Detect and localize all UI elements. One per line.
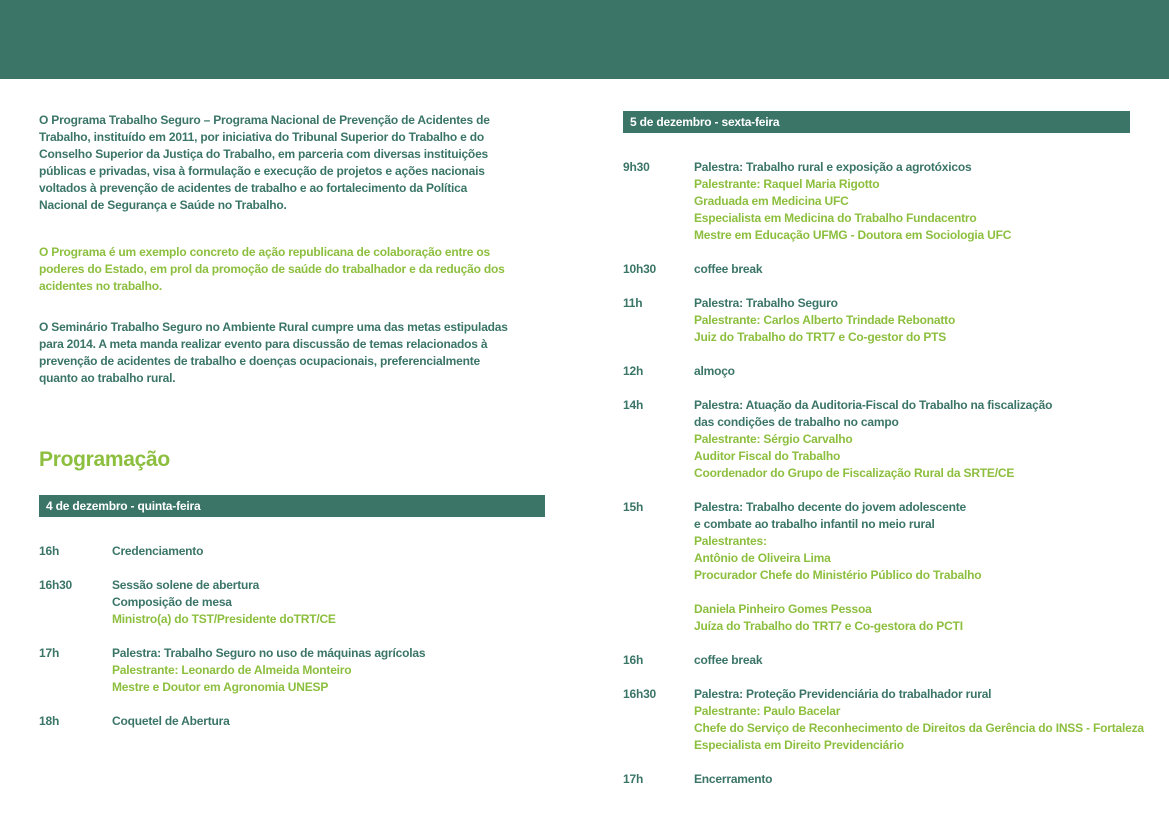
entry-time: 16h30: [39, 578, 73, 592]
entry-line: Palestra: Trabalho Seguro: [694, 296, 838, 310]
entry-time: 12h: [623, 364, 644, 378]
entry-line: Sessão solene de abertura: [112, 578, 260, 592]
entry-line: coffee break: [694, 262, 763, 276]
entry-line: Daniela Pinheiro Gomes Pessoa: [694, 602, 872, 616]
entry-line: almoço: [694, 364, 735, 378]
text-line: poderes do Estado, em prol da promoção de saúde do trabalhador e da redução dos: [39, 262, 505, 276]
entry-time: 17h: [39, 646, 60, 660]
entry-line: Palestra: Proteção Previdenciária do trabalhador rural: [694, 687, 992, 701]
entry-line: Juiz do Trabalho do TRT7 e Co-gestor do PTS: [694, 330, 947, 344]
intro-paragraph-2: [39, 244, 539, 295]
entry-line: Palestrantes:: [694, 534, 767, 548]
entry-line: Palestrante: Sérgio Carvalho: [694, 432, 853, 446]
entry-line: Palestra: Trabalho Seguro no uso de máquinas agrícolas: [112, 646, 426, 660]
entry-details: [694, 295, 955, 346]
text-line: acidentes no trabalho.: [39, 279, 162, 293]
text-line: O Seminário Trabalho Seguro no Ambiente Rural cumpre uma das metas estipuladas: [39, 320, 508, 334]
intro-paragraph-3: [39, 319, 539, 387]
entry-line: Chefe do Serviço de Reconhecimento de Direitos da Gerência do INSS - Fortaleza: [694, 721, 1144, 735]
entry-line: Palestrante: Leonardo de Almeida Monteiro: [112, 663, 352, 677]
entry-line: Credenciamento: [112, 544, 204, 558]
entry-time: 16h30: [623, 687, 657, 701]
entry-line: das condições de trabalho no campo: [694, 415, 899, 429]
entry-details: [694, 652, 762, 669]
text-line: Trabalho, instituído em 2011, por iniciativa do Tribunal Superior do Trabalho e do: [39, 130, 485, 144]
day1-header-bar: 4 de dezembro - quinta-feira: [39, 495, 545, 517]
entry-details: [112, 645, 425, 696]
entry-time: 11h: [623, 296, 643, 310]
text-line: O Programa é um exemplo concreto de ação republicana de colaboração entre os: [39, 245, 490, 259]
entry-line: Procurador Chefe do Ministério Público do Trabalho: [694, 568, 982, 582]
entry-line: Graduada em Medicina UFC: [694, 194, 849, 208]
entry-details: [694, 686, 1144, 754]
entry-line: Composição de mesa: [112, 595, 232, 609]
entry-line: Especialista em Direito Previdenciário: [694, 738, 904, 752]
programacao-heading: Programação: [39, 448, 170, 471]
entry-details: [112, 713, 230, 730]
entry-line: Ministro(a) do TST/Presidente doTRT/CE: [112, 612, 336, 626]
entry-line: Mestre e Doutor em Agronomia UNESP: [112, 680, 329, 694]
entry-line: Palestra: Trabalho decente do jovem adolescente: [694, 500, 967, 514]
entry-line: Antônio de Oliveira Lima: [694, 551, 831, 565]
entry-time: 14h: [623, 398, 644, 412]
entry-time: 18h: [39, 714, 60, 728]
entry-details: [694, 159, 1011, 244]
text-line: prevenção de acidentes de trabalho e doenças ocupacionais, preferencialmente: [39, 354, 480, 368]
entry-details: [694, 397, 1052, 482]
entry-time: 15h: [623, 500, 644, 514]
entry-details: [112, 543, 203, 560]
entry-line: coffee break: [694, 653, 763, 667]
entry-line: Palestrante: Raquel Maria Rigotto: [694, 177, 880, 191]
entry-details: [694, 261, 762, 278]
text-line: quanto ao trabalho rural.: [39, 371, 176, 385]
entry-line: [694, 584, 981, 601]
entry-details: [694, 499, 981, 635]
text-line: Nacional de Segurança e Saúde no Trabalho.: [39, 198, 287, 212]
text-line: Conselho Superior da Justiça do Trabalho, em parceria com diversas instituições: [39, 147, 489, 161]
entry-line: Palestra: Atuação da Auditoria-Fiscal do Trabalho na fiscalização: [694, 398, 1053, 412]
entry-line: Especialista em Medicina do Trabalho Fundacentro: [694, 211, 977, 225]
entry-line: Juíza do Trabalho do TRT7 e Co-gestora do PCTI: [694, 619, 963, 633]
entry-line: Palestra: Trabalho rural e exposição a agrotóxicos: [694, 160, 972, 174]
entry-time: 17h: [623, 772, 644, 786]
entry-time: 16h: [39, 544, 60, 558]
text-line: públicas e privadas, visa à formulação e execução de projetos e ações nacionais: [39, 164, 485, 178]
intro-paragraph-1: [39, 112, 539, 214]
entry-time: 10h30: [623, 262, 657, 276]
entry-line: Coquetel de Abertura: [112, 714, 230, 728]
entry-details: [112, 577, 336, 628]
text-line: para 2014. A meta manda realizar evento para discussão de temas relacionados à: [39, 337, 488, 351]
entry-line: e combate ao trabalho infantil no meio rural: [694, 517, 935, 531]
entry-line: Coordenador do Grupo de Fiscalização Rural da SRTE/CE: [694, 466, 1015, 480]
entry-line: Encerramento: [694, 772, 773, 786]
entry-details: [694, 363, 735, 380]
header-band: [0, 0, 1169, 79]
text-line: O Programa Trabalho Seguro – Programa Nacional de Prevenção de Acidentes de: [39, 113, 490, 127]
entry-time: 16h: [623, 653, 644, 667]
day2-header-bar: 5 de dezembro - sexta-feira: [623, 111, 1130, 133]
entry-line: Auditor Fiscal do Trabalho: [694, 449, 841, 463]
entry-details: [694, 771, 772, 788]
entry-line: Palestrante: Paulo Bacelar: [694, 704, 841, 718]
entry-line: Palestrante: Carlos Alberto Trindade Rebonatto: [694, 313, 956, 327]
entry-line: Mestre em Educação UFMG - Doutora em Sociologia UFC: [694, 228, 1012, 242]
text-line: voltados à prevenção de acidentes de trabalho e ao fortalecimento da Política: [39, 181, 468, 195]
entry-time: 9h30: [623, 160, 650, 174]
